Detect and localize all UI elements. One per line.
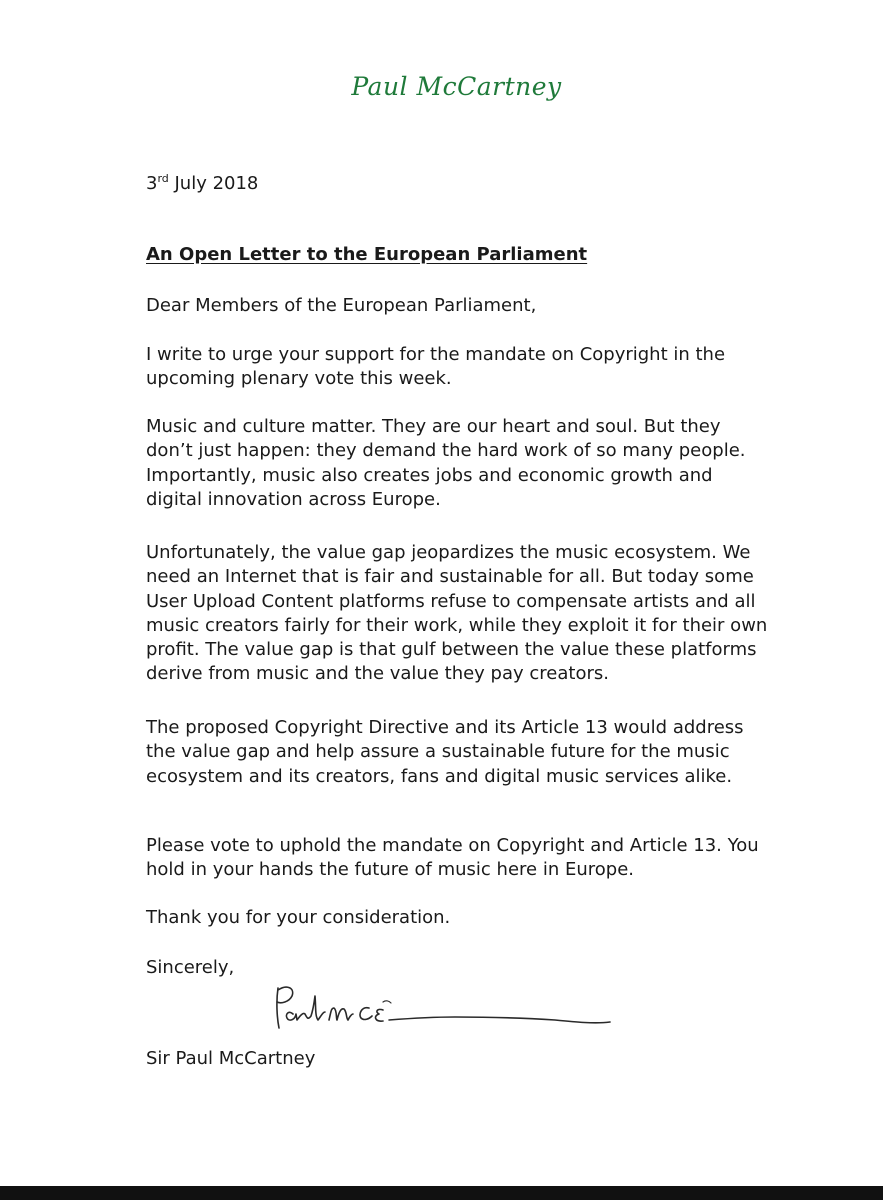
paragraph-1: I write to urge your support for the mandate on Copyright in the upcoming plenary vote this week. xyxy=(146,344,726,390)
paragraph-3: Unfortunately, the value gap jeopardizes the music ecosystem. We need an Internet that is fair and sustainable for all. But today some User Upload Content platforms refuse to compensate artists and all music creators fairly for their work, while they exploit it for their own profit. The value gap is that gulf between the value these platforms derive from music and the value they pay creators. xyxy=(146,542,768,685)
salutation: Dear Members of the European Parliament, xyxy=(146,295,537,316)
letter-heading: An Open Letter to the European Parliament xyxy=(146,244,588,265)
letter-date xyxy=(146,172,258,196)
date-day: 3 xyxy=(146,173,158,194)
scan-edge xyxy=(0,1186,883,1200)
paragraph-5: Please vote to uphold the mandate on Copyright and Article 13. You hold in your hands the future of music here in Europe. xyxy=(146,835,759,881)
signoff-name: Sir Paul McCartney xyxy=(146,1048,316,1069)
paragraph-4: The proposed Copyright Directive and its Article 13 would address the value gap and help assure a sustainable future for the music ecosystem and its creators, fans and digital music services alike. xyxy=(146,717,744,787)
thanks-line: Thank you for your consideration. xyxy=(146,907,451,928)
date-suffix: rd xyxy=(157,172,169,185)
paragraph-2: Music and culture matter. They are our heart and soul. But they don’t just happen: they demand the hard work of so many people. Importantly, music also creates jobs and economic growth and digital innovation across Europe. xyxy=(146,416,746,510)
closing-line: Sincerely, xyxy=(146,957,235,978)
letterhead-name: Paul McCartney xyxy=(351,72,562,101)
date-rest: July 2018 xyxy=(168,173,259,194)
handwritten-signature xyxy=(265,980,625,1050)
